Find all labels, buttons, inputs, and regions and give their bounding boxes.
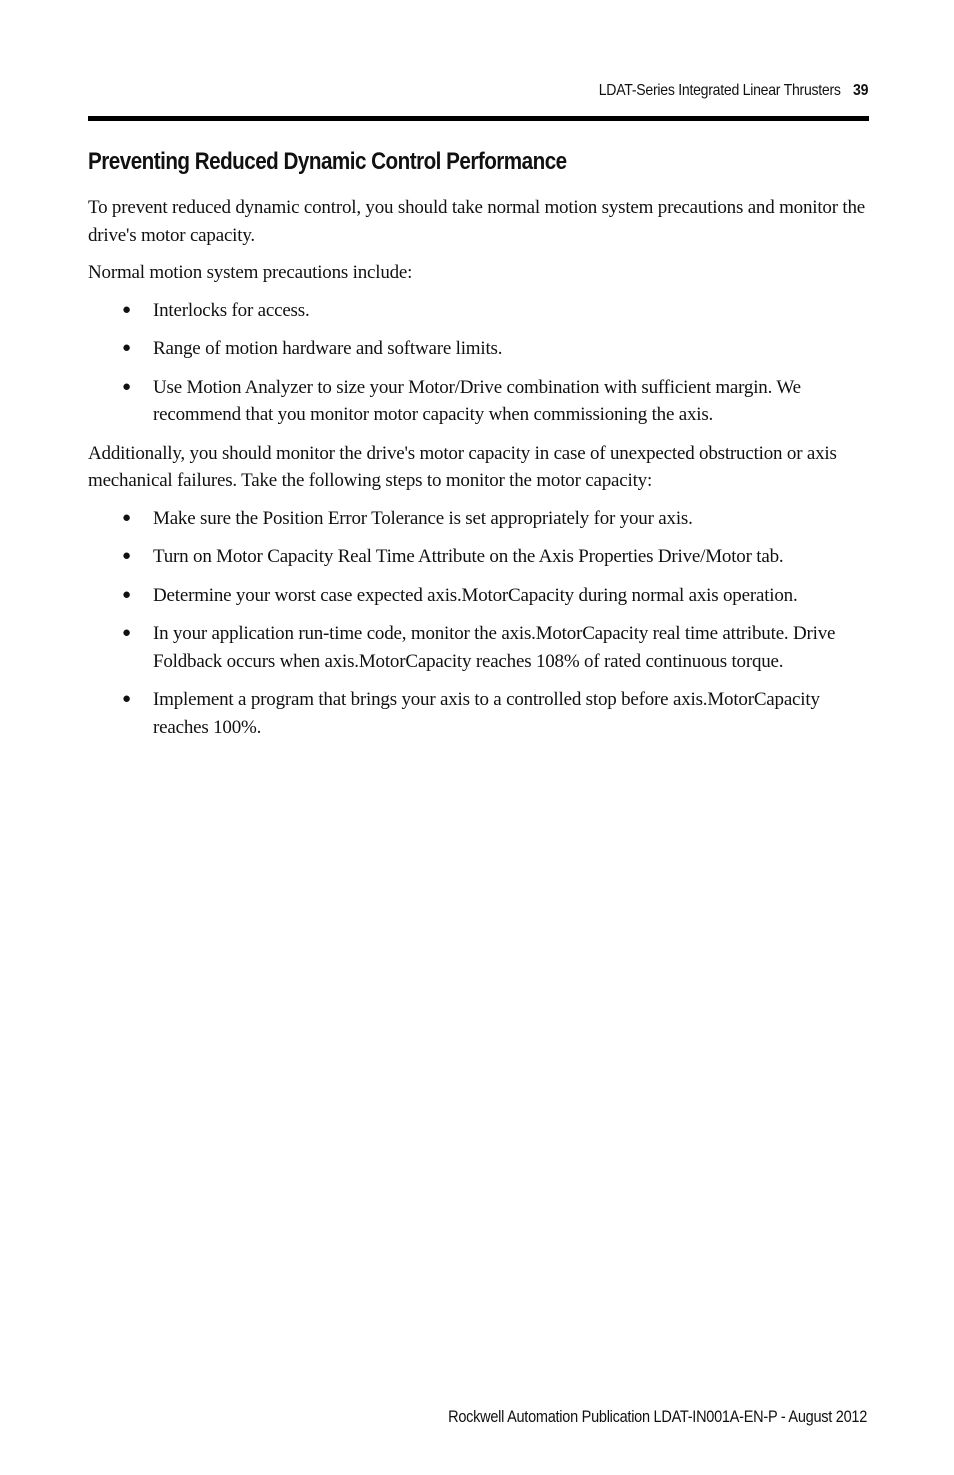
list-item-text: Range of motion hardware and software limits. — [153, 338, 503, 359]
list-item-text: Turn on Motor Capacity Real Time Attribute on the Axis Properties Drive/Motor tab. — [153, 546, 784, 567]
list-item-text: Make sure the Position Error Tolerance is set appropriately for your axis. — [153, 507, 693, 529]
page-number: 39 — [852, 82, 868, 99]
list-item — [88, 505, 869, 533]
bullet-icon: ● — [122, 509, 131, 526]
additional-paragraph: Additionally, you should monitor the drive's motor capacity in case of unexpected obstruction or axis mechanical failures. Take the following steps to monitor the motor capacity: — [88, 442, 837, 491]
bullet-icon: ● — [122, 586, 131, 603]
list-item-text: Use Motion Analyzer to size your Motor/Drive combination with sufficient margin. We recommend that you monitor motor capacity when commissioning the axis. — [153, 376, 801, 425]
bullet-icon: ● — [122, 340, 131, 356]
list-item — [88, 686, 869, 741]
list-item — [88, 374, 869, 429]
body-text — [88, 194, 869, 752]
list-item-text: Interlocks for access. — [153, 299, 310, 321]
bullet-icon: ● — [122, 301, 131, 318]
list-item — [88, 543, 869, 571]
list-item-text: In your application run-time code, monitor the axis.MotorCapacity real time attribute. Drive Foldback occurs when axis.MotorCapacity reaches 108% of rated continuous torque. — [153, 623, 836, 672]
list-item-text: Implement a program that brings your axis to a controlled stop before axis.MotorCapacity reaches 100%. — [153, 689, 820, 738]
list-item-text: Determine your worst case expected axis.MotorCapacity during normal axis operation. — [153, 584, 798, 606]
steps-list — [88, 505, 869, 742]
bullet-icon: ● — [122, 625, 131, 641]
bullet-icon: ● — [122, 548, 131, 564]
list-item — [88, 620, 869, 675]
list-item — [88, 335, 869, 363]
section-title: Preventing Reduced Dynamic Control Performance — [88, 148, 567, 175]
list-item — [88, 297, 869, 325]
bullet-icon: ● — [122, 378, 131, 395]
intro-paragraph: To prevent reduced dynamic control, you should take normal motion system precautions and monitor the drive's motor capacity. — [88, 197, 866, 246]
bullet-icon: ● — [122, 691, 131, 707]
header-rule — [88, 116, 869, 121]
publication-footer: Rockwell Automation Publication LDAT-IN001A-EN-P - August 2012 — [448, 1408, 867, 1426]
running-header — [599, 82, 868, 100]
precautions-list — [88, 297, 869, 429]
header-doc-title: LDAT-Series Integrated Linear Thrusters — [598, 82, 841, 99]
precautions-lead-in: Normal motion system precautions include: — [88, 262, 413, 283]
list-item — [88, 582, 869, 610]
